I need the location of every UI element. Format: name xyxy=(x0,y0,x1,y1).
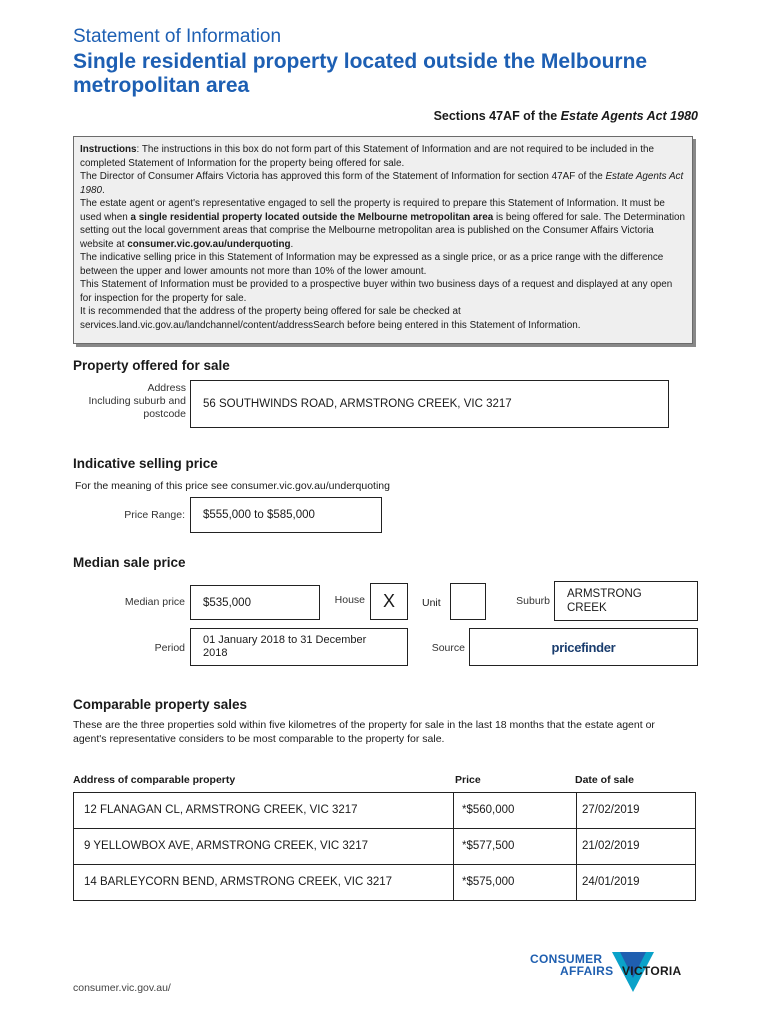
table-row xyxy=(73,828,696,865)
row-price: *$560,000 xyxy=(462,804,515,816)
row-address: 14 BARLEYCORN BEND, ARMSTRONG CREEK, VIC 3217 xyxy=(84,876,393,888)
instructions-line3-bold: a single residential property located outside the Melbourne metropolitan area xyxy=(130,211,494,223)
underquoting-link[interactable]: consumer.vic.gov.au/underquoting xyxy=(127,238,291,250)
property-address-field[interactable]: 56 SOUTHWINDS ROAD, ARMSTRONG CREEK, VIC 3217 xyxy=(190,380,669,428)
logo-victoria: VICTORIA xyxy=(622,964,682,978)
suburb-field[interactable]: ARMSTRONG CREEK xyxy=(554,581,698,621)
col-header-date: Date of sale xyxy=(575,774,634,786)
consumer-affairs-victoria-logo xyxy=(530,950,690,998)
col-header-price: Price xyxy=(455,774,481,786)
period-label: Period xyxy=(154,642,185,654)
source-label: Source xyxy=(431,642,465,654)
row-price: *$575,000 xyxy=(462,876,515,888)
instructions-box xyxy=(73,136,693,344)
instructions-line5: This Statement of Information must be provided to a prospective buyer within two business days of a request and displayed at any open for inspection for the property for sale. xyxy=(80,279,673,304)
instructions-line2-act: Estate Agents Act 1980 xyxy=(80,171,684,196)
address-label-line1: Address xyxy=(147,382,186,394)
logo-consumer: CONSUMER xyxy=(530,952,603,966)
address-label-line2: Including suburb and xyxy=(88,395,186,407)
instructions-line1: : The instructions in this box do not form part of this Statement of Information and are not required to be included in the completed Statement of Information for the property being offered for sale. xyxy=(80,144,654,169)
address-label-line3: postcode xyxy=(143,408,186,420)
table-row xyxy=(73,864,696,901)
sections-prefix: Sections 47AF of the xyxy=(433,109,561,123)
median-section-title: Median sale price xyxy=(73,555,186,570)
house-label: House xyxy=(334,594,365,606)
col-header-address: Address of comparable property xyxy=(73,774,236,786)
row-address: 9 YELLOWBOX AVE, ARMSTRONG CREEK, VIC 3217 xyxy=(84,840,368,852)
price-range-field[interactable]: $555,000 to $585,000 xyxy=(190,497,382,533)
row-date: 24/01/2019 xyxy=(582,876,640,888)
price-range-label: Price Range: xyxy=(124,509,185,521)
document-title: Single residential property located outside the Melbourne metropolitan area xyxy=(73,50,648,97)
address-label xyxy=(70,382,186,421)
table-row xyxy=(73,792,696,829)
property-section-title: Property offered for sale xyxy=(73,358,230,373)
unit-label: Unit xyxy=(422,597,441,609)
comparable-section-title: Comparable property sales xyxy=(73,697,248,712)
footer-url[interactable]: consumer.vic.gov.au/ xyxy=(73,982,171,994)
instructions-line3: The estate agent or agent's representative engaged to sell the property is required to prepare this Statement of Information. It must be used when xyxy=(80,198,665,223)
instructions-label: Instructions xyxy=(80,144,137,155)
source-field xyxy=(469,628,698,666)
median-price-label: Median price xyxy=(124,596,185,608)
median-price-field[interactable]: $535,000 xyxy=(190,585,320,620)
row-date: 27/02/2019 xyxy=(582,804,640,816)
instructions-line2-end: . xyxy=(101,184,105,196)
document-subtitle: Statement of Information xyxy=(73,26,282,47)
instructions-line3b: is being offered for sale. The Determination setting out the local government areas that comprise the Melbourne metropolitan area is published on the Consumer Affairs Victoria website at xyxy=(80,211,685,250)
house-checkbox[interactable]: X xyxy=(370,583,408,620)
row-date: 21/02/2019 xyxy=(582,840,640,852)
instructions-line3-end: . xyxy=(290,238,294,250)
instructions-line4: The indicative selling price in this Statement of Information may be expressed as a single price, or as a price range with the difference between the upper and lower amounts not more than 10% of the lower amount. xyxy=(80,252,664,277)
sections-reference xyxy=(434,109,698,123)
row-address: 12 FLANAGAN CL, ARMSTRONG CREEK, VIC 3217 xyxy=(84,804,358,816)
logo-affairs: AFFAIRS xyxy=(560,964,614,978)
unit-checkbox[interactable] xyxy=(450,583,486,620)
pricefinder-logo: pricefinder xyxy=(551,639,616,655)
sections-act: Estate Agents Act 1980 xyxy=(560,109,698,123)
indicative-note: For the meaning of this price see consumer.vic.gov.au/underquoting xyxy=(75,480,390,492)
instructions-line6: It is recommended that the address of the property being offered for sale be checked at services.land.vic.gov.au/landchannel/content/addressSearch before being entered in this Statement of Information. xyxy=(80,306,581,331)
indicative-section-title: Indicative selling price xyxy=(73,456,218,471)
period-field[interactable]: 01 January 2018 to 31 December 2018 xyxy=(190,628,408,666)
row-price: *$577,500 xyxy=(462,840,515,852)
comparable-description: These are the three properties sold within five kilometres of the property for sale in the last 18 months that the estate agent or agent's representative considers to be most comparable to the property for sale. xyxy=(73,719,655,745)
suburb-label: Suburb xyxy=(516,595,550,607)
instructions-line2: The Director of Consumer Affairs Victoria has approved this form of the Statement of Information for section 47AF of the xyxy=(80,171,606,182)
